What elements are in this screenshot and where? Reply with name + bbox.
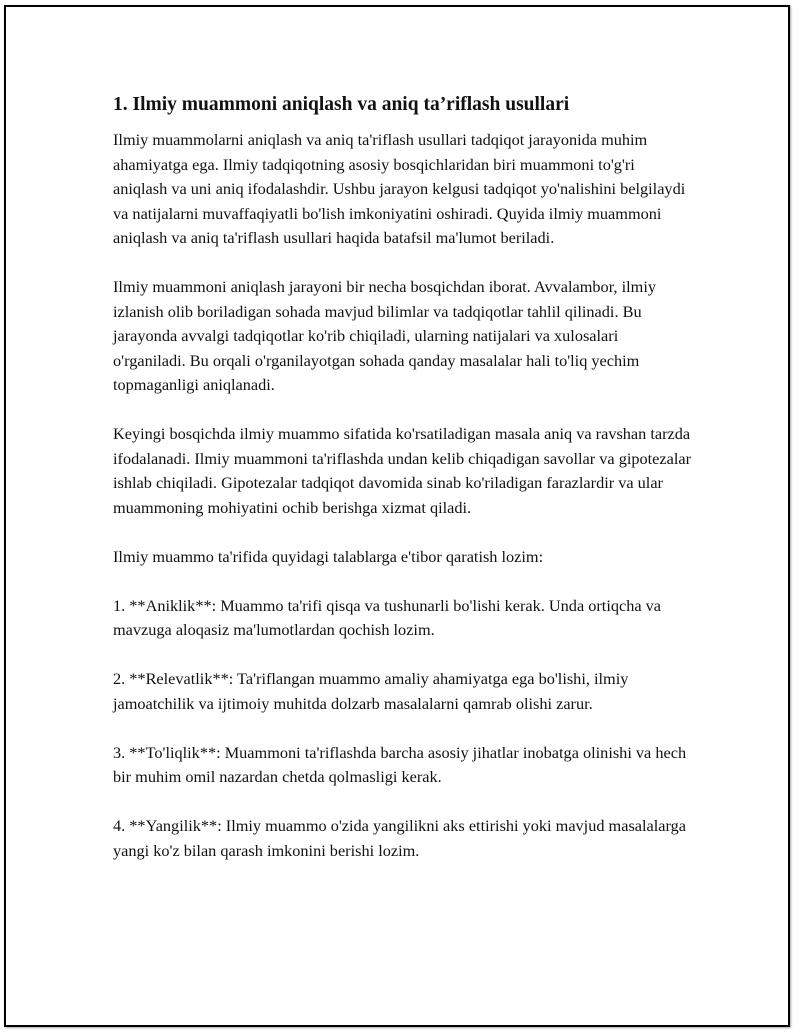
list-item-accuracy: 1. **Aniklik**: Muammo ta'rifi qisqa va tushunarli bo'lishi kerak. Unda ortiqcha va mavzuga aloqasiz ma'lumotlardan qochish lozim. — [113, 595, 662, 639]
document-title: 1. Ilmiy muammoni aniqlash va aniq ta’riflash usullari — [113, 94, 570, 115]
paragraph-intro: Ilmiy muammolarni aniqlash va aniq ta'riflash usullari tadqiqot jarayonida muhim ahamiyatga ega. Ilmiy tadqiqotning asosiy bosqichlaridan biri muammoni to'g'ri aniqlash va uni aniq ifodalashdir. Ushbu jarayon kelgusi tadqiqot yo'nalishini belgilaydi va natijalarni muvaffaqiyatli bo'lish imkoniyatini oshiradi. Quyida ilmiy muammoni aniqlash va aniq ta'riflash usullari haqida batafsil ma'lumot beriladi. — [113, 130, 686, 247]
list-item-novelty: 4. **Yangilik**: Ilmiy muammo o'zida yangilikni aks ettirishi yoki mavjud masalalarga yangi ko'z bilan qarash imkonini berishi lozim. — [113, 816, 687, 860]
paragraph-next-stage: Keyingi bosqichda ilmiy muammo sifatida ko'rsatiladigan masala aniq va ravshan tarzda ifodalanadi. Ilmiy muammoni ta'riflashda undan kelib chiqadigan savollar va gipotezalar ishlab chiqiladi. Gipotezalar tadqiqot davomida sinab ko'riladigan farazlardir va ular muammoning mohiyatini ochib berishga xizmat qiladi. — [113, 424, 692, 517]
document-body — [113, 92, 693, 888]
paragraph-requirements-intro: Ilmiy muammo ta'rifida quyidagi talablarga e'tibor qaratish lozim: — [113, 546, 544, 566]
paragraph-identification: Ilmiy muammoni aniqlash jarayoni bir necha bosqichdan iborat. Avvalambor, ilmiy izlanish olib boriladigan sohada mavjud bilimlar va tadqiqotlar tahlil qilinadi. Bu jarayonda avvalgi tadqiqotlar ko'rib chiqiladi, ularning natijalari va xulosalari o'rganiladi. Bu orqali o'rganilayotgan sohada qanday masalalar hali to'liq yechim topmaganligi aniqlanadi. — [113, 277, 656, 394]
list-item-relevance: 2. **Relevatlik**: Ta'riflangan muammo amaliy ahamiyatga ega bo'lishi, ilmiy jamoatchilik va ijtimoiy muhitda dolzarb masalalarni qamrab olishi zarur. — [113, 669, 629, 713]
list-item-completeness: 3. **To'liqlik**: Muammoni ta'riflashda barcha asosiy jihatlar inobatga olinishi va hech bir muhim omil nazardan chetda qolmasligi kerak. — [113, 742, 687, 786]
